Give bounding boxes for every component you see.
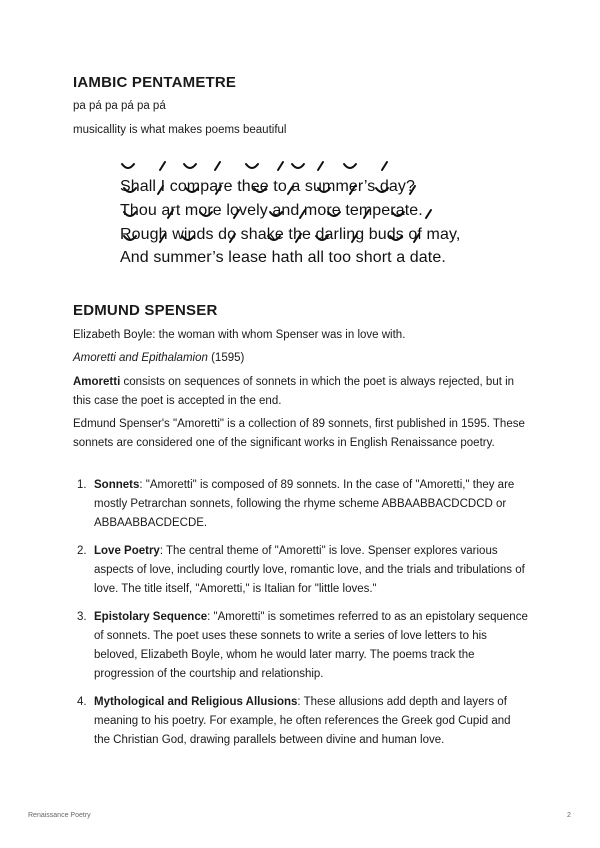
list-number: 2.	[77, 545, 87, 557]
unstressed-mark	[328, 212, 340, 216]
page-number: 2	[567, 812, 571, 819]
unstressed-mark	[318, 188, 330, 192]
stressed-mark	[168, 210, 173, 218]
list-number: 4.	[77, 696, 87, 708]
list-number: 3.	[77, 611, 87, 623]
stressed-mark	[318, 162, 323, 170]
unstressed-mark	[392, 212, 404, 216]
amoretti-term: Amoretti	[73, 376, 121, 388]
scanned-poem	[120, 160, 480, 270]
poem-line: Thou art more lovely and more temperate.	[120, 202, 423, 219]
stressed-mark	[300, 210, 305, 218]
poem-line: And summer’s lease hath all too short a date.	[120, 249, 446, 266]
list-item	[73, 693, 528, 750]
unstressed-mark	[270, 212, 282, 216]
amoretti-description	[73, 373, 528, 411]
list-term: Love Poetry	[94, 545, 160, 557]
work-title: Amoretti and Epithalamion	[73, 352, 208, 364]
stressed-mark	[234, 210, 239, 218]
unstressed-mark	[292, 164, 304, 168]
list-term: Sonnets	[94, 479, 140, 491]
unstressed-mark	[122, 164, 134, 168]
unstressed-mark	[344, 164, 356, 168]
unstressed-mark	[124, 212, 136, 216]
amoretti-summary: Edmund Spenser's "Amoretti" is a collection of 89 sonnets, first published in 1595. These sonnets are considered one of the significant works in English Renaissance poetry.	[73, 418, 525, 449]
list-text: : "Amoretti" is composed of 89 sonnets. In the case of "Amoretti," they are mostly Petrarchan sonnets, following the rhyme scheme ABBAABBACDCDCD or ABBAABBACDECDE.	[94, 479, 515, 529]
list-item	[73, 608, 528, 684]
stressed-mark	[364, 210, 369, 218]
unstressed-mark	[182, 236, 194, 240]
unstressed-mark	[254, 188, 266, 192]
stressed-mark	[160, 162, 165, 170]
stressed-mark	[278, 162, 283, 170]
stressed-mark	[215, 162, 220, 170]
unstressed-mark	[316, 236, 328, 240]
elizabeth-boyle-note: Elizabeth Boyle: the woman with whom Spenser was in love with.	[73, 329, 406, 341]
stressed-mark	[158, 186, 163, 194]
work-year: (1595)	[211, 352, 245, 364]
footer-title: Renaissance Poetry	[28, 812, 91, 819]
unstressed-mark	[184, 164, 196, 168]
stressed-mark	[216, 186, 221, 194]
stressed-mark	[426, 210, 431, 218]
stressed-mark	[382, 162, 387, 170]
list-text: : These allusions add depth and layers of meaning to his poetry. For example, he often references the Greek god Cupid and the Christian God, drawing parallels between divine and human love.	[94, 696, 511, 746]
list-term: Epistolary Sequence	[94, 611, 208, 623]
unstressed-mark	[246, 164, 258, 168]
stressed-mark	[296, 234, 301, 242]
stressed-mark	[230, 234, 235, 242]
unstressed-mark	[124, 188, 136, 192]
meter-pattern: pa pá pa pá pa pá	[73, 100, 166, 112]
unstressed-mark	[376, 188, 388, 192]
work-title-line	[73, 349, 528, 368]
amoretti-features-list	[73, 476, 528, 759]
list-term: Mythological and Religious Allusions	[94, 696, 298, 708]
stressed-mark	[288, 186, 293, 194]
poem-line: Shall I compare thee to a summer’s day?	[120, 178, 416, 195]
amoretti-text: consists on sequences of sonnets in which the poet is always rejected, but in this case the poet is accepted in the end.	[73, 376, 515, 407]
unstressed-mark	[200, 212, 212, 216]
stressed-mark	[414, 234, 419, 242]
stressed-mark	[410, 186, 415, 194]
iambic-heading: IAMBIC PENTAMETRE	[73, 74, 237, 91]
stressed-mark	[352, 234, 357, 242]
scansion-marks	[120, 160, 480, 270]
poem-line: Rough winds do shake the darling buds of may,	[120, 226, 461, 243]
stressed-mark	[350, 186, 355, 194]
list-item	[73, 542, 528, 599]
unstressed-mark	[268, 236, 280, 240]
list-text: : "Amoretti" is sometimes referred to as an epistolary sequence of sonnets. The poet uses these sonnets to write a series of love letters to his beloved, Elizabeth Boyle, whom he would later marry. The poems track the progression of the courtship and relationship.	[94, 611, 528, 680]
unstressed-mark	[186, 188, 198, 192]
list-number: 1.	[77, 479, 87, 491]
unstressed-mark	[390, 236, 402, 240]
spenser-heading: EDMUND SPENSER	[73, 302, 218, 319]
musicality-note: musicallity is what makes poems beautiful	[73, 124, 287, 136]
stressed-mark	[160, 234, 165, 242]
list-item	[73, 476, 528, 533]
unstressed-mark	[124, 236, 136, 240]
list-text: : The central theme of "Amoretti" is love. Spenser explores various aspects of love, including courtly love, romantic love, and the trials and tribulations of love. The title itself, "Amoretti," is Italian for "little loves."	[94, 545, 525, 595]
